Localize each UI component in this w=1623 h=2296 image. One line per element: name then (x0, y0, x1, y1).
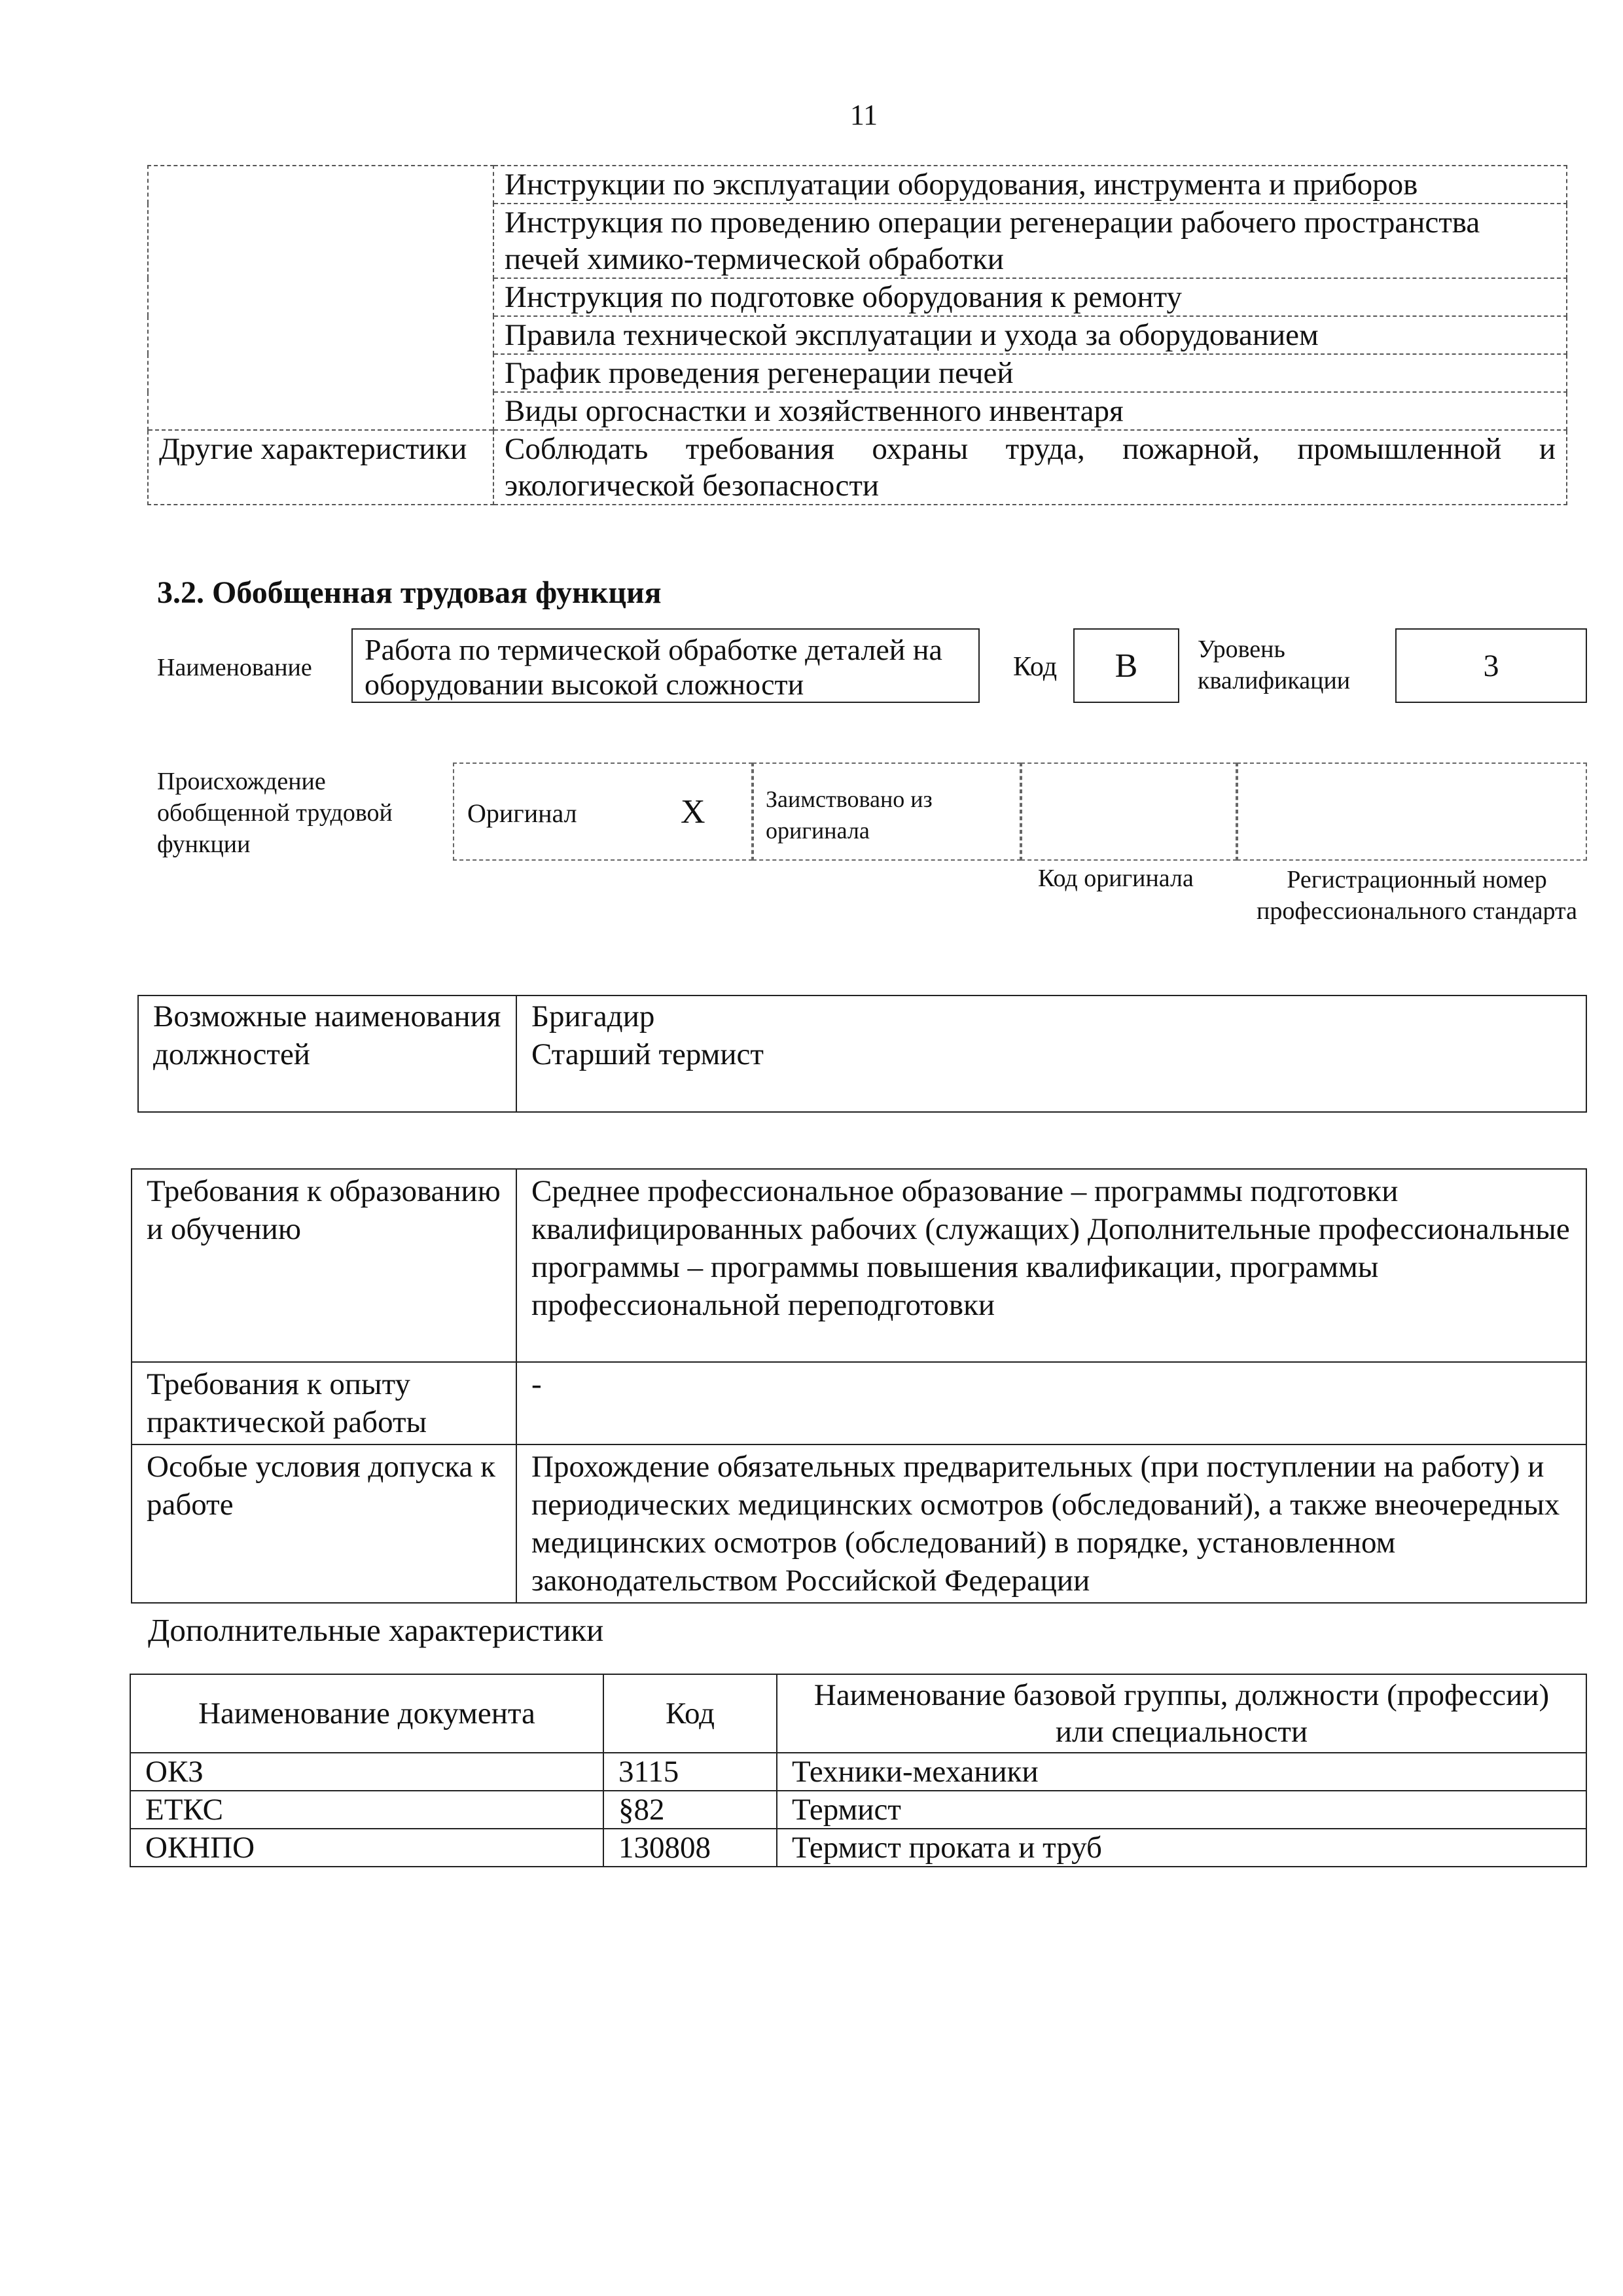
original-cell (453, 762, 753, 861)
borrowed-label: Заимствовано из оригинала (753, 762, 1021, 861)
table-cell: Инструкция по проведению операции регенерации рабочего пространства печей химико-термической обработки (493, 204, 1567, 278)
requirement-value: - (516, 1362, 1586, 1444)
table-row (132, 1169, 1586, 1362)
additional-characteristics-title: Дополнительные характеристики (148, 1612, 604, 1648)
column-header: Код (603, 1674, 777, 1753)
doc-cell: ОКНПО (130, 1829, 603, 1867)
requirement-label: Требования к образованию и обучению (132, 1169, 516, 1362)
code-original-label: Код оригинала (1038, 865, 1194, 892)
original-mark: X (681, 793, 705, 831)
page-number: 11 (849, 99, 878, 131)
equipment-docs-table (147, 165, 1567, 505)
code-box: B (1073, 628, 1179, 703)
code-original-cell (1021, 762, 1237, 861)
table-cell: Виды оргоснастки и хозяйственного инвентаря (493, 392, 1567, 430)
table-row (130, 1791, 1586, 1829)
doc-cell: ОКЗ (130, 1753, 603, 1791)
name-cell: Термист проката и труб (777, 1829, 1586, 1867)
table-cell: Инструкции по эксплуатации оборудования, инструмента и приборов (493, 166, 1567, 204)
doc-cell: ЕТКС (130, 1791, 603, 1829)
empty-cell (148, 166, 493, 430)
table-row (148, 430, 1567, 505)
other-characteristics-label: Другие характеристики (148, 430, 493, 505)
reg-number-label: Регистрационный номер профессионального стандарта (1257, 866, 1577, 925)
table-row (138, 996, 1586, 1112)
position-item: Старший термист (531, 1037, 764, 1071)
function-name-box: Работа по термической обработке деталей на оборудовании высокой сложности (351, 628, 980, 703)
qualification-level-label: Уровень квалификации (1198, 636, 1351, 694)
code-cell: §82 (603, 1791, 777, 1829)
qualification-level-box: 3 (1395, 628, 1587, 703)
table-cell: График проведения регенерации печей (493, 354, 1567, 392)
positions-label: Возможные наименования должностей (138, 996, 516, 1112)
name-cell: Техники-механики (777, 1753, 1586, 1791)
code-label: Код (1013, 652, 1058, 682)
section-title: 3.2. Обобщенная трудовая функция (157, 575, 662, 610)
requirement-label: Требования к опыту практической работы (132, 1362, 516, 1444)
table-row (132, 1444, 1586, 1603)
column-header: Наименование базовой группы, должности (профессии) или специальности (777, 1674, 1586, 1753)
column-header: Наименование документа (130, 1674, 603, 1753)
origin-row (453, 762, 1587, 861)
table-row (130, 1753, 1586, 1791)
origin-label: Происхождение обобщенной трудовой функции (157, 768, 393, 858)
other-characteristics-value: Соблюдать требования охраны труда, пожарной, промышленной и экологической безопасности (493, 430, 1567, 505)
table-row (130, 1829, 1586, 1867)
requirement-value: Среднее профессиональное образование – программы подготовки квалифицированных рабочих (служащих) Дополнительные профессиональные программы – программы повышения квалификации, программы профессиональной переподготовки (516, 1169, 1586, 1362)
reg-number-cell (1237, 762, 1587, 861)
original-label: Оригинал (467, 798, 577, 828)
table-header-row (130, 1674, 1586, 1753)
position-item: Бригадир (531, 999, 655, 1033)
table-cell: Инструкция по подготовке оборудования к ремонту (493, 278, 1567, 316)
name-cell: Термист (777, 1791, 1586, 1829)
table-row (148, 166, 1567, 204)
positions-values (516, 996, 1586, 1112)
table-row (132, 1362, 1586, 1444)
table-cell: Правила технической эксплуатации и ухода за оборудованием (493, 316, 1567, 354)
positions-table (137, 995, 1587, 1113)
code-cell: 130808 (603, 1829, 777, 1867)
requirements-table (131, 1168, 1587, 1604)
additional-characteristics-table (130, 1674, 1587, 1867)
requirement-label: Особые условия допуска к работе (132, 1444, 516, 1603)
name-label: Наименование (157, 654, 312, 681)
code-cell: 3115 (603, 1753, 777, 1791)
requirement-value: Прохождение обязательных предварительных (при поступлении на работу) и периодических медицинских осмотров (обследований), а также внеочередных медицинских осмотров (обследований) в порядке, установленном законодательством Российской Федерации (516, 1444, 1586, 1603)
